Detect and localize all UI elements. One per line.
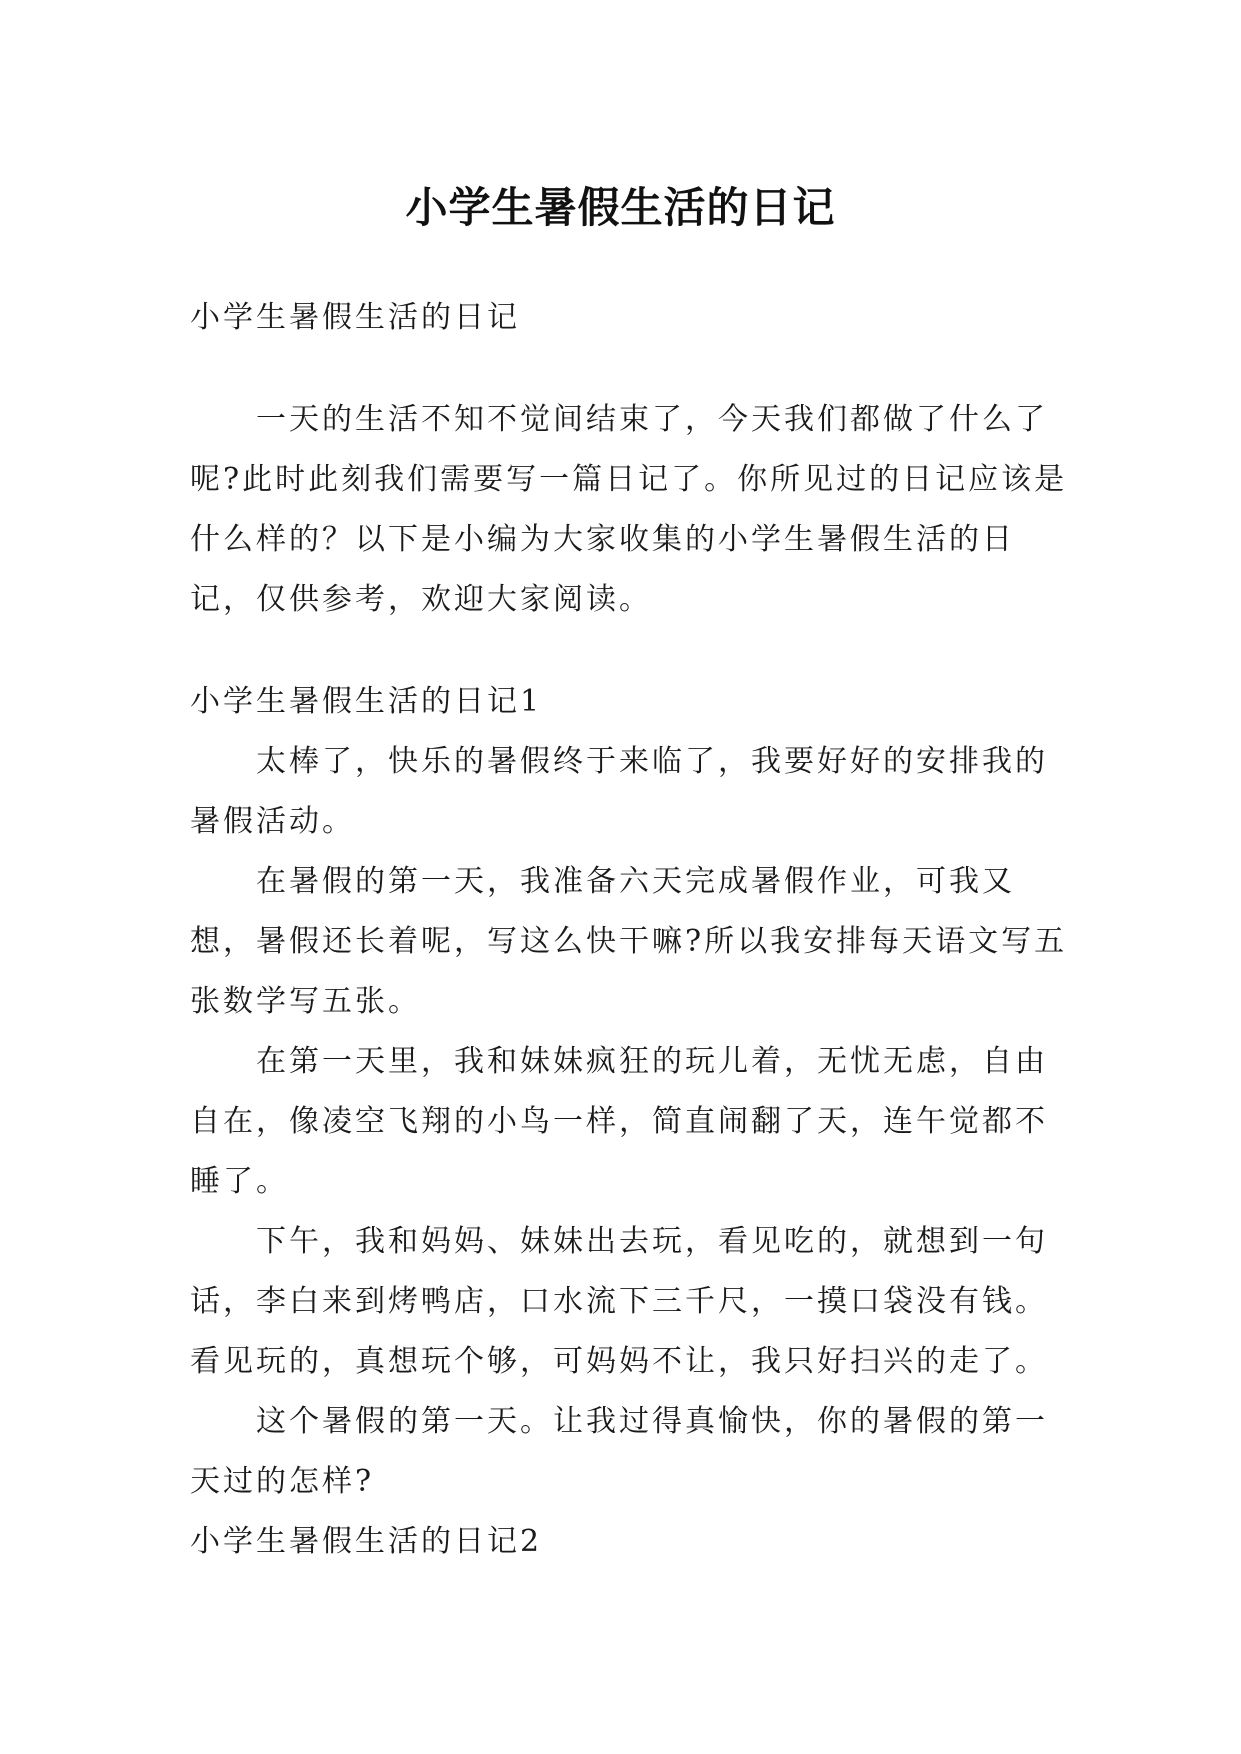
document-title: 小学生暑假生活的日记 xyxy=(405,183,836,233)
diary-paragraph: 在第一天里，我和妹妹疯狂的玩儿着，无忧无虑，自由自在，像凌空飞翔的小鸟一样，简直闹翻了天，连午觉都不睡了。 xyxy=(190,1044,1048,1199)
document-body xyxy=(190,288,1070,1572)
intro-paragraph: 一天的生活不知不觉间结束了，今天我们都做了什么了呢?此时此刻我们需要写一篇日记了。你所见过的日记应该是什么样的？以下是小编为大家收集的小学生暑假生活的日记，仅供参考，欢迎大家阅读。 xyxy=(190,402,1068,617)
diary-paragraph: 下午，我和妈妈、妹妹出去玩，看见吃的，就想到一句话，李白来到烤鸭店，口水流下三千尺，一摸口袋没有钱。看见玩的，真想玩个够，可妈妈不让，我只好扫兴的走了。 xyxy=(190,1224,1048,1379)
section-heading-1: 小学生暑假生活的日记1 xyxy=(190,684,543,719)
diary-paragraph: 这个暑假的第一天。让我过得真愉快，你的暑假的第一天过的怎样? xyxy=(190,1404,1048,1499)
diary-paragraph: 太棒了，快乐的暑假终于来临了，我要好好的安排我的暑假活动。 xyxy=(190,744,1048,839)
document-subtitle: 小学生暑假生活的日记 xyxy=(190,300,520,335)
diary-paragraph: 在暑假的第一天，我准备六天完成暑假作业，可我又想，暑假还长着呢，写这么快干嘛?所以我安排每天语文写五张数学写五张。 xyxy=(190,864,1068,1019)
section-heading-2: 小学生暑假生活的日记2 xyxy=(190,1524,543,1559)
